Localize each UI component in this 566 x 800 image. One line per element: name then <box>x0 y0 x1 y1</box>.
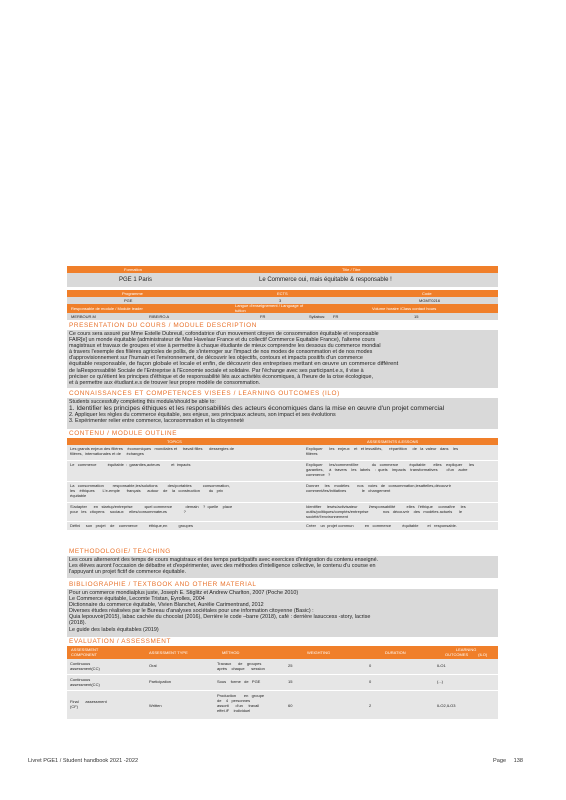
programme-value: PGE <box>124 298 133 303</box>
bibliography-text <box>67 589 498 637</box>
evaluation-section <box>67 637 498 719</box>
table-row <box>67 522 498 530</box>
outcomes-section <box>67 389 498 429</box>
language-label: Langue d'enseignement / Language of tuition <box>235 303 304 313</box>
volume-label: Volume horaire /Class contact hours <box>372 306 437 311</box>
outcomes-intro: Students successfully completing this module/should be able to: <box>69 399 216 405</box>
footer-page <box>493 758 523 764</box>
code-value: MGMT0216 <box>419 298 441 303</box>
ilo-cell: ILO1 <box>437 663 446 668</box>
type-header: ASSESSMENT TYPE <box>149 650 188 655</box>
page-label: Page <box>493 758 507 764</box>
component-cell: Final assessment (CF) <box>70 699 107 709</box>
presentation-heading: PRESENTATION DU COURS / MODULE DESCRIPTION <box>69 322 257 329</box>
formation-label: Formation <box>124 267 143 272</box>
component-header: ASSESSMENT COMPONENT <box>71 647 99 657</box>
assessment-cell: Expliquer les enjeux et et lesvaillés, répartition de la valeur dans les filières <box>306 446 459 456</box>
table-row <box>67 445 498 461</box>
teaching-section <box>67 547 498 578</box>
evaluation-table <box>67 659 498 719</box>
presentation-section <box>67 321 498 388</box>
outline-header-row <box>67 438 498 445</box>
evaluation-heading: EVALUATION / ASSESSMENT <box>69 638 171 645</box>
weighting-cell: 15 <box>288 679 293 684</box>
responsible-header <box>67 304 498 313</box>
bibliography-line: Le Commerce équitable, Lecomte Tristan, Eyrolles, 2004 <box>69 596 205 603</box>
responsible-row <box>67 313 498 320</box>
table-row <box>67 482 498 503</box>
syllabus-value: FR <box>333 314 339 319</box>
teaching-line: Les élèves auront l'occasion de débattre et d'expérimenter, avec des méthodes d'intelligence collective, le contenu d'u course en <box>69 563 376 570</box>
bibliography-line: Dictionnaire du commerce équitable, Vivien Blanchet, Aurélie Carimentrand, 2012 <box>69 602 264 609</box>
topic-cell: Les grands enjeux des filières économiques mondiales et travail filles dessergies de filières, internationales et de échanges <box>70 446 235 456</box>
weighting-cell: 25 <box>288 663 293 668</box>
duration-cell: 2 <box>369 703 372 708</box>
duration-header: DURATION <box>385 650 406 655</box>
bibliography-heading: BIBLIOGRAPHIE / TEXTBOOK AND OTHER MATERIAL <box>69 581 257 588</box>
teaching-heading: METHODOLOGIE/ TEACHING <box>69 548 171 555</box>
presentation-line: FAIR[e] un monde équitable (administrateur de Max Havelaar France et du collectif Commerce Équitable France), l'alterne cours <box>69 337 376 344</box>
outcomes-heading: CONNAISSANCES ET COMPETENCES VISEES / LEARNING OUTCOMES (ILO) <box>69 390 340 397</box>
presentation-text <box>67 330 498 388</box>
bibliography-section <box>67 580 498 637</box>
language-value: FR <box>260 314 266 319</box>
bibliography-line: Le guide des labels équitables (2019) <box>69 626 159 633</box>
table-row <box>67 675 498 691</box>
ilo-cell: ILO2,ILO3 <box>437 703 456 708</box>
programme-label: Programme <box>122 291 143 296</box>
presentation-line: Ce cours sera assuré par Mme Estelle Dubreuil, cofondatrice d'un mouvement citoyen de consommation équitable et responsable <box>69 331 379 337</box>
outcomes-text <box>67 398 498 429</box>
page-number: 138 <box>513 758 523 764</box>
component-cell: Continuous assessment(CC) <box>70 661 100 671</box>
code-label: Code <box>422 291 432 296</box>
title-label: Title / Titre <box>342 267 361 272</box>
leader-2: RIBEIRO.A <box>149 314 170 319</box>
teaching-line: Les cours alterneront des temps de cours magistraux et des temps participatifs avec exercices d'intégration du contenu enseigné. <box>69 557 379 563</box>
outline-section <box>67 429 498 530</box>
assessment-cell: Créer un projet commun en commerce équitable et responsable. <box>306 523 457 528</box>
outcome-item: 2. Appliquer les règles du commerce équitable, ses enjeux, ses principaux acteurs, son impact et ses évolutions <box>69 412 336 419</box>
method-cell: Production en groupe de 4 personnes assorti d'un travail effet.iF individuel <box>217 693 265 713</box>
presentation-line: et à permettre aux étudiant.e.s de trouver leur propre modèle de consommation. <box>69 379 261 386</box>
ilo-cell: (...) <box>437 679 443 684</box>
bibliography-line: Diverses études réalisées par le Bureau d'analyses sociétales pour une information citoyenne (Basic) : <box>69 608 314 615</box>
presentation-line: équitable responsable, de façon globale et locale et enfin, de découvrir des entreprises mettant en œuvre un commerce différent <box>69 361 399 368</box>
presentation-line: magistraux et travaux de groupes et vise à permettre à chaque étudiante de mieux comprendre les dessous du commerce mondial <box>69 343 381 350</box>
formation-value: PGE 1 Paris <box>119 277 153 283</box>
evaluation-header-row <box>67 646 498 659</box>
type-cell: Oral <box>149 663 157 668</box>
type-cell: Participation <box>149 679 172 684</box>
outcome-item: 1. Identifier les principes éthiques et les responsabilités des acteurs économiques dans la mise en œuvre d'un projet commercial <box>69 405 445 413</box>
outcome-item: 3. Expérimenter relier entre commerce, laconsommation et la citoyenneté <box>69 418 244 425</box>
topic-cell: La consommation responsable,les/solutions des/portables consommation, les éthiques L'e-emple français autour de la construction du prix équitable <box>70 483 230 498</box>
topic-cell: S'adapter en startup/entreprise :quel commerce demain ? quelle place pour les citoyens sociaux elles/consommateurs ? <box>70 504 233 514</box>
duration-cell: 0 <box>369 679 372 684</box>
assessment-cell: Donner les modèles nos voies de consommation,lesattelles,découvrir comment/les/initiatives le changement <box>306 483 451 493</box>
programme-header <box>67 290 498 297</box>
assessments-header: ASSESSMENTS /LESSONS <box>367 439 419 444</box>
leader-1: MERBOUR.M <box>71 314 96 319</box>
table-row <box>67 503 498 522</box>
assessment-cell: Identifier lesés/activisateur l/responsabilité elles l'éthique connaître les outils/politiques/comptés/entreprise nos découvrir des modèles actuels le société/l'environnement <box>306 504 466 519</box>
duration-cell: 0 <box>369 663 372 668</box>
presentation-line: à travers l'exemple des filières agricoles de pollis, de s'interroger sur l'impact de nos modes de consommation et de nos modes <box>69 349 373 356</box>
presentation-line: préciser ce qu'étient les principes d'éthique et de responsabilité liés aux activités économiques, à l'heure de la crise écologique, <box>69 373 373 380</box>
topic-cell: Défini son projet de commerce éthique,en groupes <box>70 523 193 528</box>
table-row <box>67 461 498 482</box>
weighting-cell: 60 <box>288 703 293 708</box>
ects-label: ECTS <box>277 291 288 296</box>
weighting-header: WEIGHTING <box>307 650 331 655</box>
formation-title-row <box>67 273 498 287</box>
topics-header: TOPICS <box>167 439 182 444</box>
method-cell: Travaux de groupes après chaque session <box>217 661 265 671</box>
course-title: Le Commerce oui, mais équitable & responsable ! <box>259 277 392 283</box>
syllabus-label: Syllabus: <box>309 314 326 319</box>
type-cell: Written <box>149 703 162 708</box>
assessment-cell: Expliquer les/comment/lire du commerce équitable elles expliquer les garanties, à travers les labels : quels impacts transformatives d'un autre commerce ? <box>306 462 475 477</box>
hours-value: 15 <box>414 314 419 319</box>
ects-value: 3 <box>279 298 282 303</box>
bibliography-line: Quia lepouvoir(2015), labac cachée du chocolat (2016), Derrière le code –barre (2018), café : derrière lasuccess -story, lacrise <box>69 614 371 621</box>
outcomes-header: LEARNING OUTCOMES (ILO) <box>445 647 488 657</box>
table-row <box>67 691 498 719</box>
method-cell: Sous forme de PGE <box>217 679 261 684</box>
outline-table <box>67 445 498 530</box>
outline-heading: CONTENU / MODULE OUTLINE <box>69 430 178 437</box>
formation-title-header <box>67 266 498 273</box>
bibliography-line: Pour un commerce mondialplus juste, Joseph E. Stiglitz et Andrew Charlton, 2007 (Poche 2010) <box>69 590 299 596</box>
topic-cell: Le commerce équitable : garanties,acteurs et impacts <box>70 462 191 467</box>
presentation-line: de laResponsabilité Sociale de l'Entreprise à l'Économie sociale et solidaire. Par l'échange avec ses participant.e.s, il vise à <box>69 367 364 374</box>
table-row <box>67 659 498 675</box>
teaching-text <box>67 556 498 578</box>
component-cell: Continuous assessment(CC) <box>70 677 100 687</box>
responsible-label: Responsable de module / Module leader <box>71 306 143 311</box>
presentation-line: d'approvisionnement sur l'humain et l'environnement, de découvrir les objectifs, contours et impacts positifs d'un commerce <box>69 355 363 362</box>
teaching-line: l'appuyant un projet fictif de commerce équitable. <box>69 569 186 576</box>
bibliography-line: (2018). <box>69 620 87 627</box>
method-header: MÉTHOD <box>222 650 240 655</box>
footer-left: Livret PGE1 / Student handbook 2021 -2022 <box>28 758 139 764</box>
